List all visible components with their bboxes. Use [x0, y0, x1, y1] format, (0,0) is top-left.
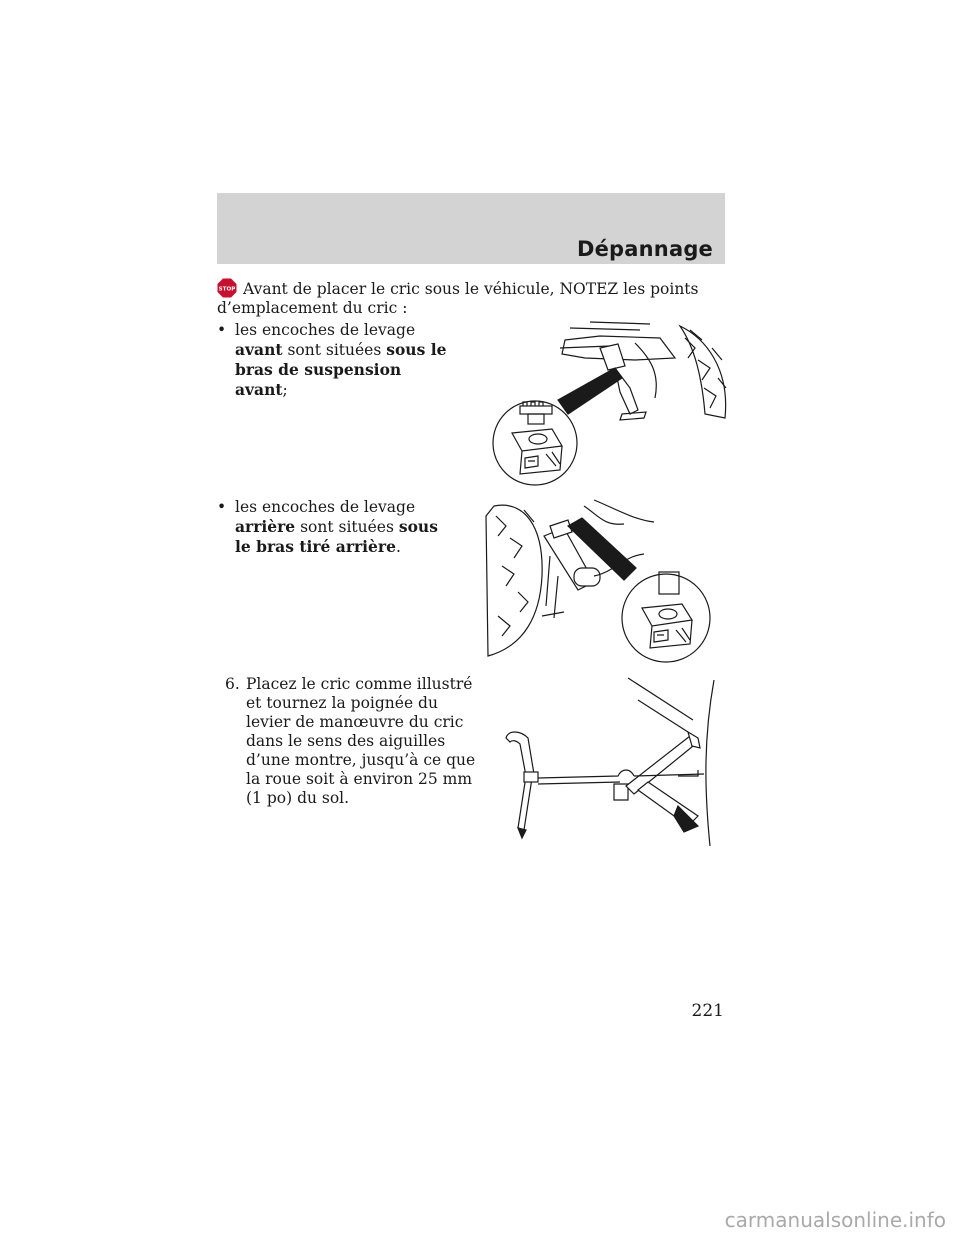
step-number: 6. [225, 675, 240, 693]
bullet-bold: sous le bras de suspension avant [235, 340, 447, 399]
step-6 [225, 675, 480, 808]
bullet-text: ; [282, 381, 288, 399]
front-jack-point-illustration [490, 318, 730, 488]
jack-handle-illustration [488, 676, 724, 848]
page-number: 221 [691, 1001, 724, 1021]
watermark: carmanualsonline.info [724, 1208, 946, 1232]
bullet-text: les encoches de levage [235, 498, 416, 516]
section-title: Dépannage [576, 237, 713, 261]
bullet-item-front [217, 321, 457, 400]
bullet-text: les encoches de levage [235, 321, 416, 339]
rear-jack-point-illustration [484, 496, 720, 668]
header-band [217, 193, 725, 264]
bullet-text: sont situées [295, 518, 399, 536]
stop-sign-icon [217, 278, 237, 298]
bullet-bold: sous le bras tiré arrière [235, 517, 438, 556]
bullet-dot: • [217, 321, 227, 339]
warning-paragraph [217, 278, 737, 318]
bullet-item-rear [217, 498, 457, 557]
bullet-bold: avant [235, 340, 283, 359]
step-text: Placez le cric comme illustré et tournez la poignée du levier de manœuvre du cric dans le sens des aiguilles d’une montre, jusqu’à ce que la roue soit à environ 25 mm (1 po) du sol. [246, 675, 476, 807]
stop-sign-text: STOP [218, 286, 236, 293]
warning-text: Avant de placer le cric sous le véhicule, NOTEZ les points d’emplacement du cric : [217, 280, 699, 317]
bullet-text: sont situées [282, 341, 387, 359]
bullet-bold: arrière [235, 517, 296, 536]
bullet-dot: • [217, 498, 227, 516]
bullet-text: . [395, 538, 401, 556]
